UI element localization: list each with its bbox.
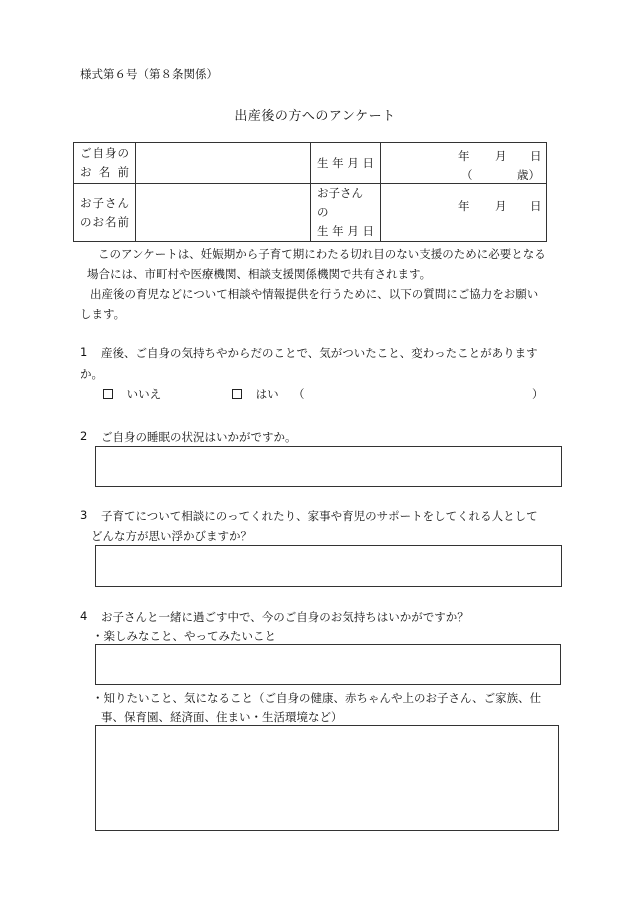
q1-option-no-label: いいえ [126, 387, 162, 401]
child-name-label-line1: お子さん [80, 195, 129, 210]
q3-text-line1: 子育てについて相談にのってくれたり、家事や育児のサポートをしてくれる人として [101, 509, 538, 523]
child-name-field[interactable] [136, 184, 311, 242]
mother-dob-month: 月 [495, 149, 507, 163]
mother-name-label [74, 143, 136, 184]
intro-line-3: 出産後の育児などについて相談や情報提供を行うために、以下の質問にご協力をお願い [90, 287, 539, 301]
q4-number: 4 [80, 609, 88, 623]
child-name-label-line2: のお名前 [80, 214, 129, 229]
mother-dob-year: 年 [458, 149, 470, 163]
checkbox-no[interactable] [103, 389, 113, 399]
q3-text-line2: どんな方が思い浮かびますか？ [91, 529, 252, 543]
child-dob-field[interactable] [381, 184, 547, 242]
q1-option-no[interactable] [103, 386, 161, 402]
q1-number: 1 [80, 345, 88, 359]
q4-sub2-label-line2: 事、保育園、経済面、住まい・生活環境など） [101, 710, 343, 724]
intro-line-1: このアンケートは、妊娠期から子育て期にわたる切れ目のない支援のために必要となる [98, 247, 546, 261]
q1-option-yes-label: はい [255, 387, 279, 401]
q1-option-yes[interactable] [232, 386, 279, 402]
mother-dob-label: 生 年 月 日 [311, 143, 381, 184]
q1-paren-close: ） [532, 387, 544, 401]
mother-age-suffix: 歳） [517, 168, 540, 182]
child-name-label [74, 184, 136, 242]
q4-sub1-label: ・楽しみなこと、やってみたいこと [92, 629, 276, 643]
intro-line-4: します。 [80, 307, 126, 321]
q2-text: ご自身の睡眠の状況はいかがですか。 [101, 430, 297, 444]
q1-text-line2: か。 [80, 367, 103, 381]
mother-dob-field[interactable] [381, 143, 547, 184]
q3-answer-box[interactable] [95, 545, 562, 587]
child-dob-year: 年 [458, 199, 470, 213]
child-dob-month: 月 [495, 199, 507, 213]
checkbox-yes[interactable] [232, 389, 242, 399]
q4-text: お子さんと一緒に過ごす中で、今のご自身のお気持ちはいかがですか？ [101, 610, 469, 624]
child-dob-day: 日 [530, 199, 542, 213]
q1-text-line1: 産後、ご自身の気持ちやからだのことで、気がついたこと、変わったことがあります [101, 346, 538, 360]
q4-sub2-label-line1: ・知りたいこと、気になること（ご自身の健康、赤ちゃんや上のお子さん、ご家族、仕 [92, 691, 542, 705]
q2-answer-box[interactable] [95, 446, 562, 487]
intro-line-2: 場合には、市町村や医療機関、相談支援関係機関で共有されます。 [87, 267, 432, 281]
q4-sub1-answer-box[interactable] [95, 644, 561, 685]
mother-name-label-line2: お 名 前 [80, 165, 129, 179]
info-table [73, 142, 547, 242]
mother-dob-day: 日 [530, 149, 542, 163]
form-number: 様式第６号（第８条関係） [80, 67, 218, 81]
q1-paren-open: （ [293, 387, 305, 401]
child-dob-label-line1: お子さんの [317, 186, 363, 219]
mother-name-label-line1: ご自身の [80, 146, 129, 160]
child-dob-label [311, 184, 381, 242]
q3-number: 3 [80, 508, 88, 522]
q4-sub2-answer-box[interactable] [95, 725, 559, 831]
mother-age-open: （ [461, 168, 473, 182]
mother-name-field[interactable] [136, 143, 311, 184]
q2-number: 2 [80, 429, 88, 443]
child-dob-label-line2: 生 年 月 日 [317, 224, 374, 238]
page-title: 出産後の方へのアンケート [234, 109, 396, 124]
